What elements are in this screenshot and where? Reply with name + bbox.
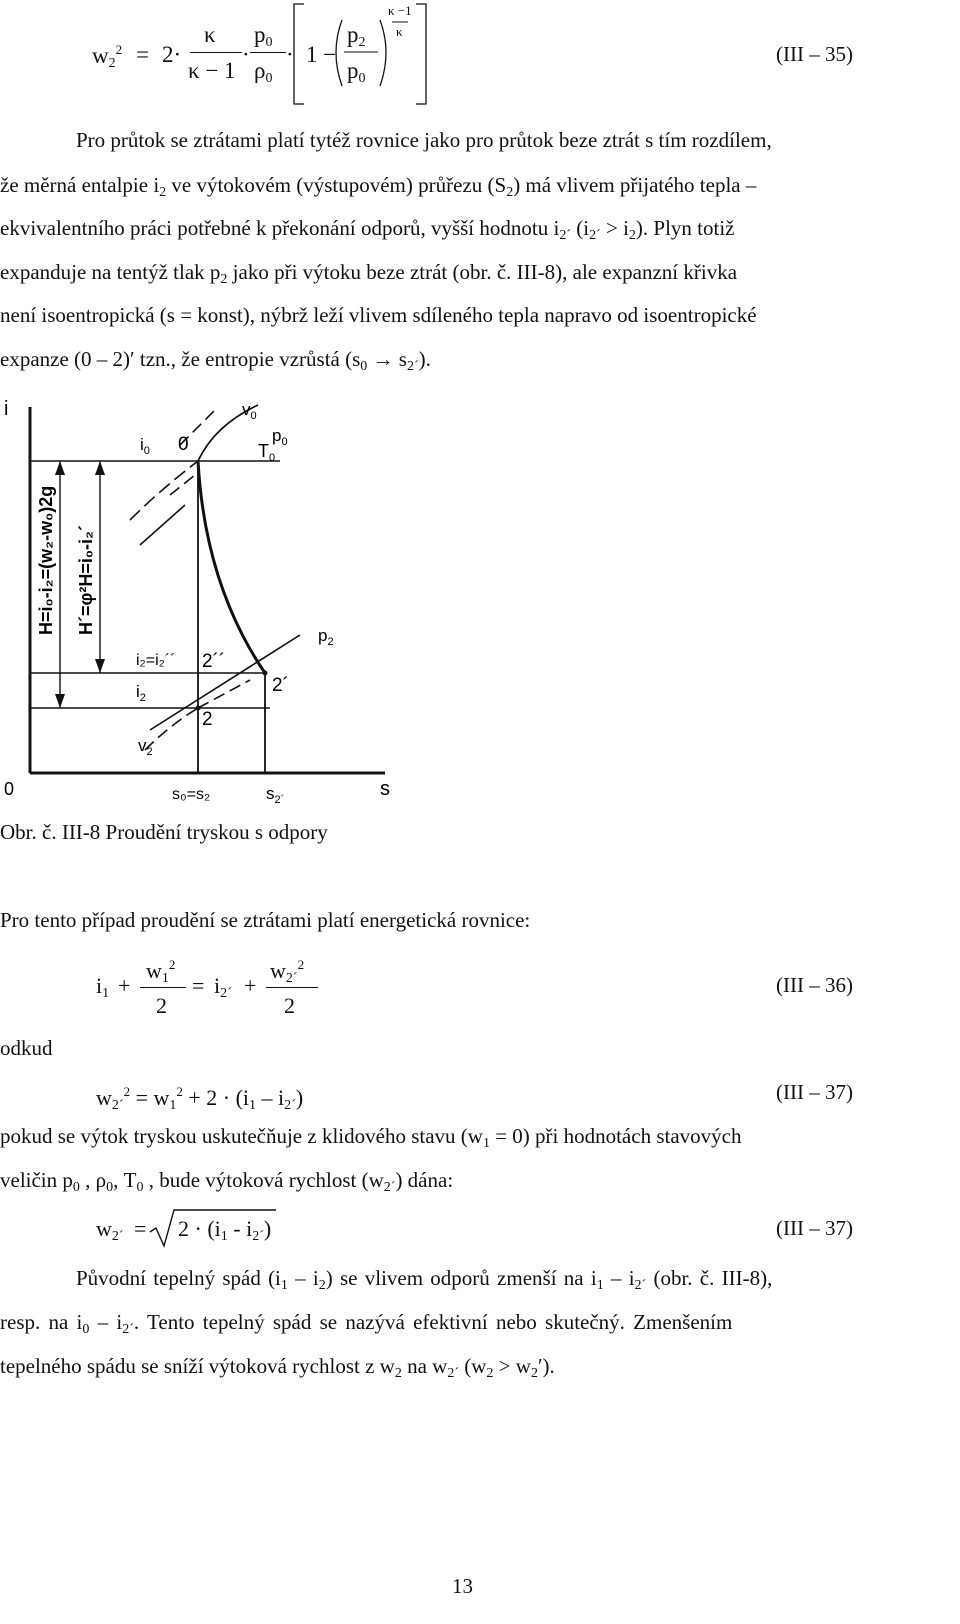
para4-line2: resp. na $i_0 - i_{2´}$. Tento tepelný spád se nazývá efektivní nebo skutečný. Zmenšením [0,1310,733,1337]
eq36-w1: $w_1^2$ [146,957,176,986]
eq37-number: (III – 37) [776,1080,853,1104]
eq35-dot: · [242,42,250,67]
expansion-curve [198,461,265,673]
eq35-coef: 2· [162,42,182,67]
equation-iii-37: $w_{2´}^2 = w_1^2 + 2 \cdot (i_1 - i_{2´})$ [96,1084,304,1113]
i-axis-label: i [4,398,9,420]
eq36-two-2: 2 [284,993,295,1018]
s-axis-label: s [380,778,390,800]
s0-eq-s2-label: s₀=s₂ [172,786,211,803]
p2-label: $p_2$ [318,626,334,648]
eq36-w2p: $w_{2´}^2$ [270,957,305,986]
para1-line2: že měrná entalpie $i_2$ ve výtokovém (výstupovém) průřezu $(S_2)$ má vlivem přijatého tepla – [0,173,757,200]
page-number: 13 [452,1574,473,1598]
p0-label: $p_0$ [272,426,288,448]
eq35-exp-num: κ −1 [388,3,412,18]
para1-line6: expanze (0 – 2)′ tzn., že entropie vzrůstá $(s_0 \to s_{2´})$. [0,347,431,374]
i2-label: $i_2$ [136,682,146,704]
eq35-one-minus: 1 − [306,42,337,67]
eq36-two: 2 [156,993,167,1018]
eq35-p0: $p_0$ [254,22,273,50]
point-2p-label: 2´ [272,675,289,696]
point-2-label: 2 [202,709,213,730]
eq36-plus: + [118,973,131,998]
origin-label: 0 [4,779,15,799]
figure-caption: Obr. č. III-8 Proudění tryskou s odpory [0,820,328,844]
eq36-i2p: $i_{2´}$ [214,973,232,1001]
eq35-rho0: $\rho_0$ [254,58,273,86]
eq35-equals: = [136,42,149,67]
v0-label: $v_0$ [242,400,257,422]
eq36-plus-2: + [244,973,257,998]
para3-line1: pokud se výtok tryskou uskutečňuje z klidového stavu $(w_1 = 0)$ při hodnotách stavových [0,1124,742,1151]
eq35-p2: $p_2$ [347,22,366,50]
eq36-bar-2 [266,987,318,988]
para4-line1: Původní tepelný spád $(i_1 - i_2)$ se vlivem odporů zmenší na $i_1 - i_{2´}$ (obr. č. III-8), [76,1266,773,1293]
eq35-exp-den: κ [396,24,403,39]
v2-label: $v_2$ [138,736,153,758]
eq37b-number: (III – 37) [776,1216,853,1240]
eq36-equals: = [192,973,205,998]
eq36-bar-1 [140,987,186,988]
t0-label: $T_0$ [258,441,276,464]
eq35-kappa: κ [204,22,216,47]
point-2pp-label: 2´´ [202,651,226,672]
para2: Pro tento případ proudění se ztrátami platí energetická rovnice: [0,908,531,932]
eq36-number: (III – 36) [776,973,853,997]
eq37b-equals: = [134,1216,147,1241]
eq35-p0b: $p_0$ [347,58,366,86]
para1-line3: ekvivalentního práci potřebné k překonání odporů, vyšší hodnotu $i_{2´}$ $(i_{2´} > i_2)$. Plyn totiž [0,216,735,243]
hprime-label: H´=φ²H=i₀-i₂´ [76,525,96,635]
equation-iii-35 [90,0,890,108]
is-diagram [0,395,420,813]
eq37b-lhs: $w_{2´}$ [96,1216,124,1244]
eq36-i1: $i_1$ [96,973,110,1001]
para1-line5: není isoentropická (s = konst), nýbrž leží vlivem sdíleného tepla napravo od isoentropické [0,303,757,327]
para1-line1: Pro průtok se ztrátami platí tytéž rovnice jako pro průtok beze ztrát s tím rozdílem, [76,128,772,152]
eq35-number: (III – 35) [776,42,853,66]
para4-line3: tepelného spádu se sníží výtoková rychlost z $w_2$ na $w_{2´}$ $(w_2 > w_2')$. [0,1354,555,1381]
eq35-lhs: $w_2^2$ [92,42,123,71]
equation-iii-37b [0,1208,900,1248]
eq37b-inner: $2 \cdot (i_1 - i_{2´})$ [178,1216,272,1244]
para3-line2: veličin $p_0$ , $\rho_0$, $T_0$ , bude výtoková rychlost $(w_{2´})$ dána: [0,1168,454,1195]
eq35-dot-2: · [286,42,294,67]
i2-eq-i2pp-label: i₂=i₂´´ [136,652,176,669]
eq35-kappa-minus-1: κ − 1 [188,58,236,83]
eq35-brackets [90,0,890,108]
i0-label: $i_0$ [140,435,150,457]
point-0-label: 0 [178,434,189,455]
equation-iii-36 [0,945,900,1025]
h-label: H=i₀-i₂=(w₂-w₀)2g [36,485,56,635]
odkud-text: odkud [0,1036,53,1060]
para1-line4: expanduje na tentýž tlak $p_2$ jako při výtoku beze ztrát (obr. č. III-8), ale expanzní křivka [0,260,738,287]
s2p-label: $s_{2´}$ [266,784,285,806]
